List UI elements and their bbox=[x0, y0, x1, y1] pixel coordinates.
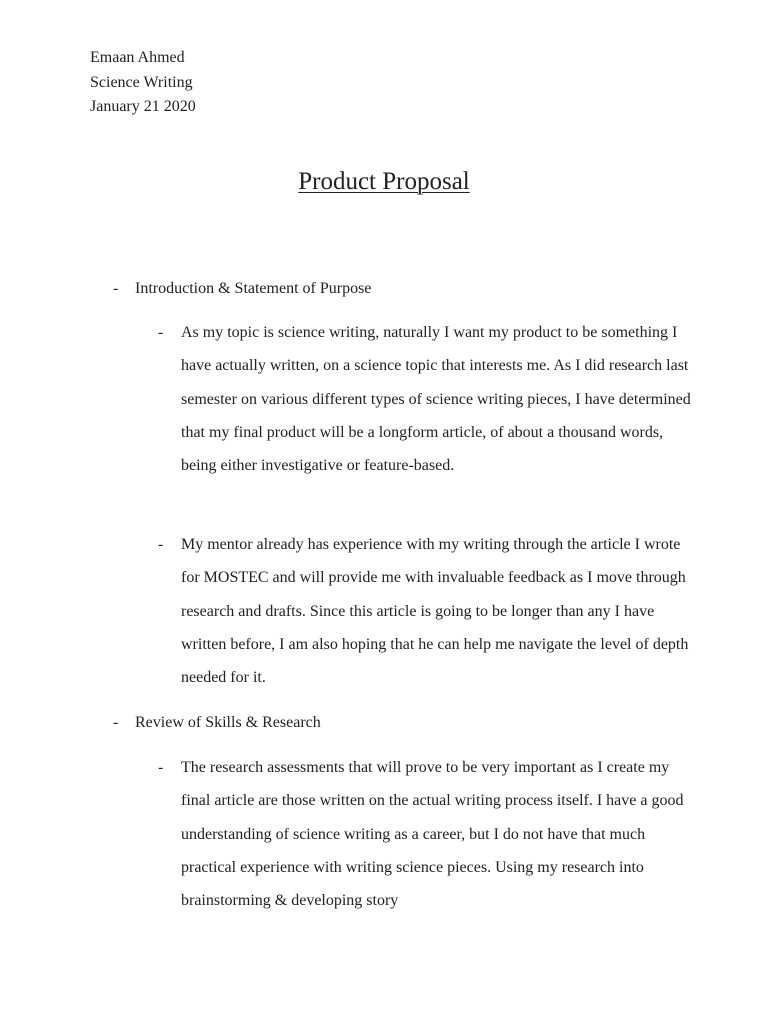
course-name: Science Writing bbox=[90, 73, 193, 91]
list-item bbox=[158, 751, 698, 917]
document-title: Product Proposal bbox=[298, 168, 470, 195]
list-dash: - bbox=[158, 324, 164, 341]
list-dash: - bbox=[113, 714, 119, 731]
section-heading-introduction bbox=[113, 280, 371, 298]
list-item bbox=[158, 316, 698, 482]
list-item-text: My mentor already has experience with my writing through the article I wrote for MOSTEC and will provide me with invaluable feedback as I move through research and drafts. Since this article is going to be longer than any I have written before, I am also hoping that he can help me navigate the level of depth needed for it. bbox=[181, 536, 689, 687]
list-dash: - bbox=[158, 759, 164, 776]
section-heading-review bbox=[113, 714, 321, 732]
list-item bbox=[158, 528, 698, 694]
list-item-text: As my topic is science writing, naturally I want my product to be something I have actually written, on a science topic that interests me. As I did research last semester on various different types of science writing pieces, I have determined that my final product will be a longform article, of about a thousand words, being either investigative or feature-based. bbox=[181, 324, 691, 475]
section-heading-text: Review of Skills & Research bbox=[135, 714, 321, 731]
list-dash: - bbox=[158, 536, 164, 553]
document-date: January 21 2020 bbox=[90, 98, 196, 115]
author-name: Emaan Ahmed bbox=[90, 49, 185, 66]
document-header bbox=[90, 46, 196, 120]
list-item-text: The research assessments that will prove to be very important as I create my final article are those written on the actual writing process itself. I have a good understanding of science writing as a career, but I do not have that much practical experience with writing science pieces. Using my research into brainstorming & developing story bbox=[181, 759, 684, 910]
list-dash: - bbox=[113, 280, 119, 297]
section-heading-text: Introduction & Statement of Purpose bbox=[135, 280, 372, 297]
